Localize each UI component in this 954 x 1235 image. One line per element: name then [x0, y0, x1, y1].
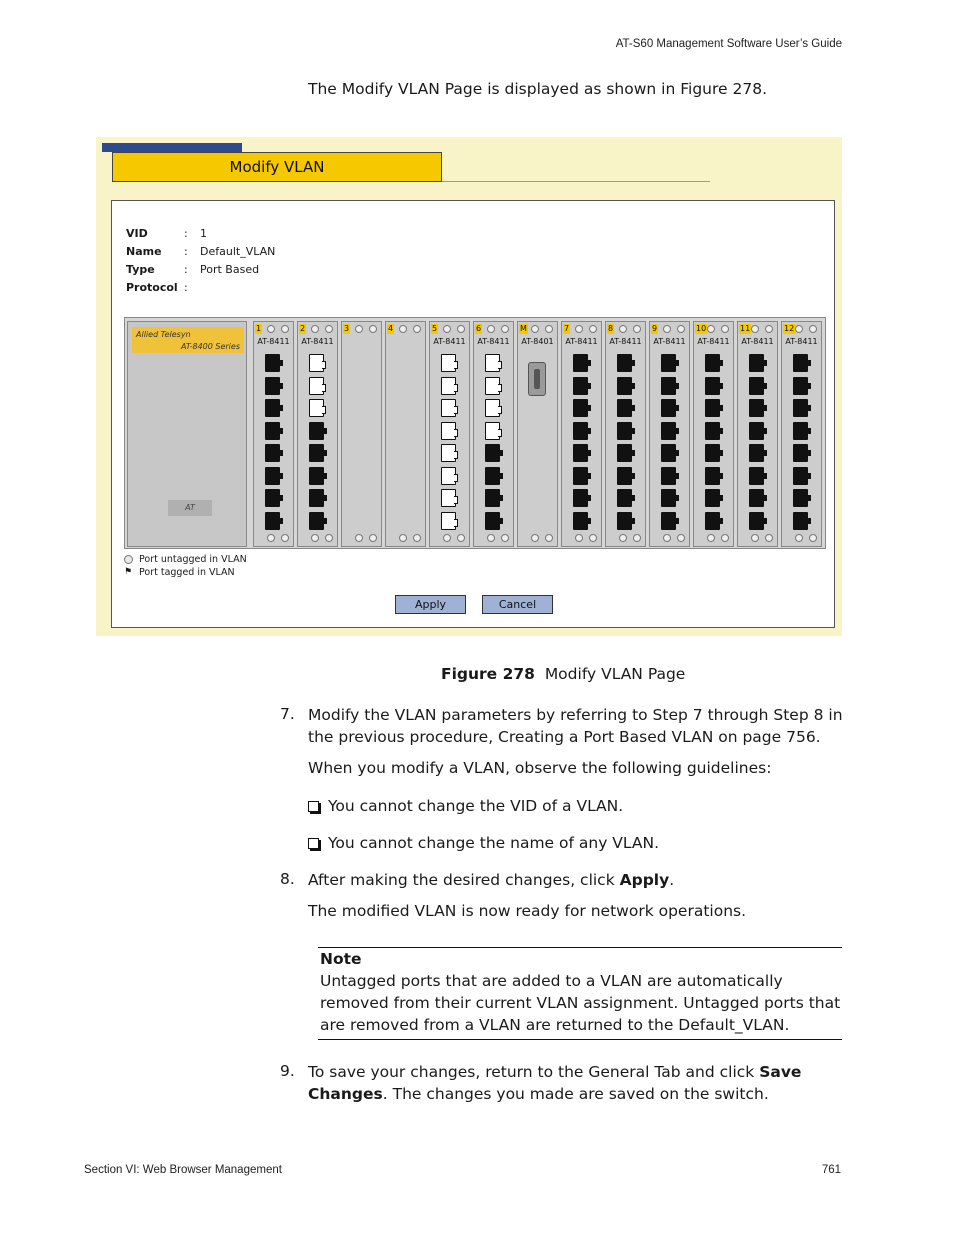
port-member[interactable]: [309, 444, 324, 462]
screw-icon: [311, 534, 319, 542]
bullet-item: [308, 795, 623, 817]
port-open[interactable]: [309, 377, 324, 395]
port-open[interactable]: [441, 377, 456, 395]
chassis-model: AT-8400 Series: [180, 342, 240, 351]
port-member[interactable]: [617, 422, 632, 440]
port-member[interactable]: [617, 444, 632, 462]
slot-model: AT-8411: [257, 337, 290, 346]
slot-number: 11: [740, 324, 751, 333]
port-member[interactable]: [793, 444, 808, 462]
port-open[interactable]: [485, 354, 500, 372]
screw-icon: [589, 534, 597, 542]
name-row: [126, 243, 275, 261]
module-slot: [341, 321, 382, 547]
slot-model: AT-8411: [433, 337, 466, 346]
screw-icon: [707, 534, 715, 542]
screw-icon: [575, 534, 583, 542]
page-title: Modify VLAN: [112, 152, 442, 182]
step-8-apply: Apply: [619, 871, 670, 889]
port-member[interactable]: [705, 399, 720, 417]
slot-model: AT-8411: [477, 337, 510, 346]
port-member[interactable]: [661, 444, 676, 462]
port-member[interactable]: [661, 489, 676, 507]
note-line: Untagged ports that are added to a VLAN are automatically: [320, 972, 783, 990]
screw-icon: [443, 534, 451, 542]
slot-number: 10: [696, 324, 707, 333]
screw-icon: [545, 325, 553, 333]
port-member[interactable]: [573, 399, 588, 417]
screw-icon: [399, 534, 407, 542]
port-legend: [124, 553, 247, 579]
port-member[interactable]: [573, 444, 588, 462]
port-open[interactable]: [485, 422, 500, 440]
port-member[interactable]: [309, 467, 324, 485]
page-number: 761: [821, 1164, 841, 1176]
step-9-number: 9.: [280, 1062, 295, 1080]
port-member[interactable]: [573, 467, 588, 485]
step-8-post: .: [669, 871, 675, 889]
port-open[interactable]: [441, 399, 456, 417]
legend-tagged: [124, 566, 247, 579]
power-module: [127, 321, 247, 547]
slot-number: 2: [300, 324, 306, 333]
port-member[interactable]: [309, 422, 324, 440]
vid-label: VID: [126, 227, 148, 240]
checkbox-bullet-icon: [308, 801, 319, 812]
port-member[interactable]: [265, 422, 280, 440]
screw-icon: [443, 325, 451, 333]
module-slot: [561, 321, 602, 547]
figure-caption: [441, 665, 685, 683]
screw-icon: [633, 534, 641, 542]
port-member[interactable]: [265, 354, 280, 372]
module-slot: [605, 321, 646, 547]
vid-sep: :: [184, 227, 188, 240]
serial-port-icon: [528, 362, 546, 396]
untagged-circle-icon: [124, 555, 133, 564]
screw-icon: [677, 325, 685, 333]
step-8-result: The modified VLAN is now ready for network operations.: [308, 902, 747, 920]
bullet-item: [308, 832, 659, 854]
footer-section: Section VI: Web Browser Management: [84, 1164, 282, 1176]
screw-icon: [413, 325, 421, 333]
brand-name: Allied Telesyn: [136, 330, 191, 339]
module-slot: [297, 321, 338, 547]
port-member[interactable]: [265, 489, 280, 507]
screw-icon: [457, 325, 465, 333]
port-member[interactable]: [573, 354, 588, 372]
port-member[interactable]: [485, 467, 500, 485]
vlan-info: [126, 225, 275, 297]
slot-model: AT-8411: [301, 337, 334, 346]
bullet-text: You cannot change the name of any VLAN.: [328, 834, 660, 852]
protocol-row: [126, 279, 275, 297]
screw-icon: [663, 325, 671, 333]
slot-number: M: [520, 324, 527, 333]
screw-icon: [809, 325, 817, 333]
note-title: Note: [320, 950, 362, 968]
screw-icon: [619, 325, 627, 333]
port-member[interactable]: [705, 444, 720, 462]
step-9-line-2: [308, 1083, 769, 1105]
step-9-line-1: [308, 1061, 801, 1083]
slot-number: 3: [344, 324, 350, 333]
port-member[interactable]: [749, 422, 764, 440]
tagged-flag-icon: ⚑: [124, 567, 133, 577]
port-member[interactable]: [705, 489, 720, 507]
port-open[interactable]: [441, 467, 456, 485]
legend-untagged: [124, 553, 247, 566]
modify-vlan-figure: [96, 137, 842, 636]
step-7-line-1: Modify the VLAN parameters by referring to Step 7 through Step 8 in: [308, 706, 843, 724]
screw-icon: [267, 325, 275, 333]
screw-icon: [795, 534, 803, 542]
name-sep: :: [184, 245, 188, 258]
module-slot: [649, 321, 690, 547]
slot-number: 12: [784, 324, 795, 333]
slot-number: 1: [256, 324, 262, 333]
port-member[interactable]: [573, 489, 588, 507]
screw-icon: [487, 534, 495, 542]
port-open[interactable]: [441, 354, 456, 372]
note-box: [318, 947, 842, 1040]
screw-icon: [457, 534, 465, 542]
port-member[interactable]: [573, 377, 588, 395]
port-member[interactable]: [573, 422, 588, 440]
slot-number: 4: [388, 324, 394, 333]
cancel-button[interactable]: Cancel: [482, 595, 553, 614]
port-member[interactable]: [793, 512, 808, 530]
screw-icon: [325, 325, 333, 333]
port-open[interactable]: [441, 512, 456, 530]
slot-model: AT-8411: [741, 337, 774, 346]
screw-icon: [531, 534, 539, 542]
port-member[interactable]: [617, 512, 632, 530]
port-member[interactable]: [617, 354, 632, 372]
port-member[interactable]: [265, 512, 280, 530]
port-member[interactable]: [661, 399, 676, 417]
screw-icon: [707, 325, 715, 333]
step-8-text: [308, 869, 674, 891]
screw-icon: [267, 534, 275, 542]
running-header: AT-S60 Management Software User’s Guide: [615, 38, 842, 50]
screw-icon: [369, 325, 377, 333]
port-member[interactable]: [793, 377, 808, 395]
screw-icon: [677, 534, 685, 542]
step-8-number: 8.: [280, 870, 295, 888]
module-slot: [517, 321, 558, 547]
port-member[interactable]: [749, 399, 764, 417]
port-member[interactable]: [265, 467, 280, 485]
port-member[interactable]: [617, 489, 632, 507]
port-member[interactable]: [661, 512, 676, 530]
screw-icon: [545, 534, 553, 542]
slot-number: 9: [652, 324, 658, 333]
module-slot: [473, 321, 514, 547]
slot-number: 8: [608, 324, 614, 333]
slot-model: AT-8411: [697, 337, 730, 346]
port-member[interactable]: [309, 489, 324, 507]
screw-icon: [589, 325, 597, 333]
note-body: [320, 970, 842, 1036]
step-7-guidelines: When you modify a VLAN, observe the following guidelines:: [308, 759, 772, 777]
slot-number: 7: [564, 324, 570, 333]
step-9-post: . The changes you made are saved on the switch.: [382, 1085, 769, 1103]
screw-icon: [355, 325, 363, 333]
note-line: are removed from a VLAN are returned to the Default_VLAN.: [320, 1016, 790, 1034]
brand-mark-icon: AT: [168, 500, 212, 516]
screw-icon: [487, 325, 495, 333]
intro-text: The Modify VLAN Page is displayed as shown in Figure 278.: [308, 80, 767, 98]
port-member[interactable]: [617, 399, 632, 417]
type-sep: :: [184, 263, 188, 276]
protocol-label: Protocol: [126, 281, 178, 294]
port-member[interactable]: [661, 467, 676, 485]
port-member[interactable]: [749, 467, 764, 485]
port-open[interactable]: [485, 399, 500, 417]
module-slot: [693, 321, 734, 547]
module-slot: [385, 321, 426, 547]
port-member[interactable]: [705, 377, 720, 395]
bullet-text: You cannot change the VID of a VLAN.: [328, 797, 624, 815]
screw-icon: [281, 534, 289, 542]
step-7-number: 7.: [280, 705, 295, 723]
checkbox-bullet-icon: [308, 838, 319, 849]
vid-value: 1: [200, 227, 207, 240]
port-open[interactable]: [441, 444, 456, 462]
screw-icon: [619, 534, 627, 542]
type-row: [126, 261, 275, 279]
screw-icon: [355, 534, 363, 542]
vid-row: [126, 225, 275, 243]
port-member[interactable]: [661, 354, 676, 372]
slot-model: AT-8411: [653, 337, 686, 346]
screw-icon: [501, 534, 509, 542]
port-member[interactable]: [661, 377, 676, 395]
port-member[interactable]: [793, 422, 808, 440]
screw-icon: [633, 325, 641, 333]
slot-number: 5: [432, 324, 438, 333]
port-member[interactable]: [749, 354, 764, 372]
slot-model: AT-8411: [565, 337, 598, 346]
port-open[interactable]: [309, 354, 324, 372]
apply-button[interactable]: Apply: [395, 595, 466, 614]
legend-untagged-text: Port untagged in VLAN: [139, 554, 247, 565]
port-open[interactable]: [441, 489, 456, 507]
screw-icon: [721, 325, 729, 333]
slot-number: 6: [476, 324, 482, 333]
module-slot: [781, 321, 822, 547]
port-member[interactable]: [705, 512, 720, 530]
screw-icon: [281, 325, 289, 333]
screw-icon: [751, 534, 759, 542]
screw-icon: [809, 534, 817, 542]
port-open[interactable]: [309, 399, 324, 417]
vlan-panel: [111, 200, 835, 628]
port-member[interactable]: [309, 512, 324, 530]
module-slot: [429, 321, 470, 547]
screw-icon: [795, 325, 803, 333]
port-open[interactable]: [441, 422, 456, 440]
note-line: removed from their current VLAN assignment. Untagged ports that: [320, 994, 841, 1012]
step-9-changes: Changes: [308, 1085, 383, 1103]
screw-icon: [369, 534, 377, 542]
module-slot: [737, 321, 778, 547]
screw-icon: [765, 534, 773, 542]
step-9-pre: To save your changes, return to the General Tab and click: [308, 1063, 760, 1081]
port-member[interactable]: [793, 399, 808, 417]
port-member[interactable]: [265, 444, 280, 462]
port-member[interactable]: [573, 512, 588, 530]
type-label: Type: [126, 263, 155, 276]
screw-icon: [663, 534, 671, 542]
module-slot: [253, 321, 294, 547]
screw-icon: [721, 534, 729, 542]
port-member[interactable]: [705, 467, 720, 485]
port-member[interactable]: [705, 422, 720, 440]
step-7-line-2: the previous procedure, Creating a Port Based VLAN on page 756.: [308, 728, 821, 746]
screw-icon: [575, 325, 583, 333]
brand-logo: [132, 327, 244, 353]
figure-label: Figure 278: [441, 665, 535, 683]
port-member[interactable]: [485, 512, 500, 530]
protocol-sep: :: [184, 281, 188, 294]
screw-icon: [325, 534, 333, 542]
port-member[interactable]: [661, 422, 676, 440]
port-member[interactable]: [705, 354, 720, 372]
screw-icon: [531, 325, 539, 333]
type-value: Port Based: [200, 263, 260, 276]
port-member[interactable]: [793, 489, 808, 507]
port-member[interactable]: [749, 444, 764, 462]
port-member[interactable]: [749, 489, 764, 507]
switch-chassis: [124, 317, 826, 549]
figure-caption-text: Modify VLAN Page: [544, 665, 686, 683]
legend-tagged-text: Port tagged in VLAN: [139, 567, 235, 578]
name-label: Name: [126, 245, 162, 258]
slot-model: AT-8411: [785, 337, 818, 346]
port-member[interactable]: [793, 467, 808, 485]
screw-icon: [765, 325, 773, 333]
port-member[interactable]: [485, 444, 500, 462]
screw-icon: [311, 325, 319, 333]
slot-model: AT-8411: [609, 337, 642, 346]
name-value: Default_VLAN: [200, 245, 276, 258]
port-member[interactable]: [265, 399, 280, 417]
screw-icon: [399, 325, 407, 333]
step-8-pre: After making the desired changes, click: [308, 871, 620, 889]
port-member[interactable]: [485, 489, 500, 507]
port-member[interactable]: [265, 377, 280, 395]
title-divider: [442, 181, 710, 182]
screw-icon: [501, 325, 509, 333]
step-9-save: Save: [759, 1063, 802, 1081]
port-member[interactable]: [617, 467, 632, 485]
tab-strip: [102, 143, 242, 152]
port-member[interactable]: [749, 377, 764, 395]
slot-model: AT-8401: [521, 337, 554, 346]
port-member[interactable]: [749, 512, 764, 530]
port-open[interactable]: [485, 377, 500, 395]
port-member[interactable]: [617, 377, 632, 395]
port-member[interactable]: [793, 354, 808, 372]
screw-icon: [413, 534, 421, 542]
screw-icon: [751, 325, 759, 333]
